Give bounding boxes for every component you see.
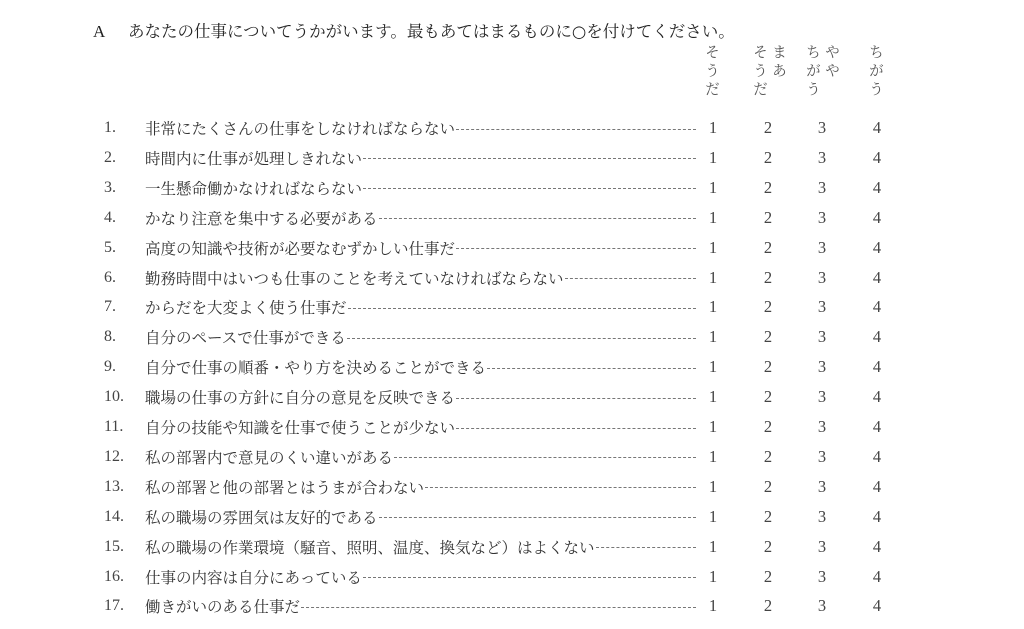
- header-maa-sou-da: [753, 44, 789, 100]
- scale-option-3[interactable]: 3: [817, 118, 827, 137]
- header-text: そうだ: [751, 44, 769, 100]
- question-number: 11.: [104, 418, 124, 435]
- scale-option-4[interactable]: 4: [872, 596, 882, 616]
- question-label-wrap: [145, 356, 696, 378]
- dashed-leader: [456, 129, 696, 130]
- scale-option-3[interactable]: 3: [817, 536, 827, 556]
- scale-option-1[interactable]: 1: [708, 267, 718, 287]
- question-label-wrap: [145, 267, 696, 289]
- question-label-wrap: [145, 416, 696, 438]
- scale-option-2[interactable]: 2: [763, 476, 773, 496]
- question-row: [0, 113, 1024, 143]
- scale-option-4[interactable]: 4: [872, 536, 882, 556]
- scale-option-1[interactable]: 1: [708, 536, 718, 556]
- scale-option-2[interactable]: 2: [763, 446, 773, 466]
- scale-option-3[interactable]: 3: [817, 297, 827, 317]
- question-number: 14.: [104, 507, 124, 525]
- question-label-wrap: [145, 595, 696, 617]
- question-text: 非常にたくさんの仕事をしなければならない: [145, 120, 456, 138]
- scale-option-3[interactable]: 3: [817, 387, 827, 407]
- question-row: [0, 412, 1024, 442]
- dashed-leader: [565, 278, 696, 279]
- scale-option-3[interactable]: 3: [817, 237, 827, 257]
- question-label-wrap: [145, 506, 696, 528]
- scale-option-3[interactable]: 3: [817, 446, 827, 466]
- question-number: 3.: [104, 178, 116, 196]
- scale-option-4[interactable]: 4: [872, 118, 882, 137]
- scale-option-2[interactable]: 2: [763, 327, 773, 347]
- dashed-leader: [363, 188, 696, 189]
- dashed-leader: [363, 158, 696, 159]
- scale-option-4[interactable]: 4: [872, 297, 882, 317]
- section-letter: A: [93, 22, 106, 41]
- question-number: 1.: [104, 119, 116, 136]
- scale-option-4[interactable]: 4: [872, 357, 882, 377]
- header-column: [705, 44, 722, 100]
- question-number: 6.: [104, 268, 116, 286]
- scale-option-3[interactable]: 3: [817, 476, 827, 496]
- scale-option-1[interactable]: 1: [708, 327, 718, 347]
- question-row: [0, 233, 1024, 263]
- dashed-leader: [487, 368, 696, 369]
- question-label-wrap: [145, 117, 696, 139]
- scale-option-1[interactable]: 1: [708, 357, 718, 377]
- header-yaya-chigau: [806, 44, 842, 100]
- scale-option-4[interactable]: 4: [872, 177, 882, 197]
- question-label-wrap: [145, 566, 696, 588]
- scale-option-2[interactable]: 2: [763, 566, 773, 586]
- scale-option-3[interactable]: 3: [817, 177, 827, 197]
- scale-option-2[interactable]: 2: [763, 118, 773, 137]
- scale-option-1[interactable]: 1: [708, 566, 718, 586]
- question-label-wrap: [145, 177, 696, 199]
- scale-option-4[interactable]: 4: [872, 327, 882, 347]
- scale-option-2[interactable]: 2: [763, 417, 773, 436]
- question-number: 17.: [104, 597, 124, 615]
- scale-option-1[interactable]: 1: [708, 387, 718, 407]
- dashed-leader: [456, 398, 696, 399]
- dashed-leader: [394, 457, 696, 458]
- scale-option-2[interactable]: 2: [763, 387, 773, 407]
- scale-option-4[interactable]: 4: [872, 237, 882, 257]
- scale-option-2[interactable]: 2: [763, 357, 773, 377]
- question-row: [0, 173, 1024, 203]
- scale-option-3[interactable]: 3: [817, 417, 827, 436]
- scale-option-1[interactable]: 1: [708, 476, 718, 496]
- question-row: [0, 352, 1024, 382]
- dashed-leader: [347, 338, 696, 339]
- scale-option-3[interactable]: 3: [817, 207, 827, 227]
- scale-option-1[interactable]: 1: [708, 297, 718, 317]
- question-row: [0, 472, 1024, 502]
- question-label-wrap: [145, 296, 696, 318]
- question-text: 一生懸命働かなければならない: [145, 179, 363, 198]
- instruction-text: あなたの仕事についてうかがいます。最もあてはまるものに○を付けてください。: [128, 22, 735, 41]
- dashed-leader: [456, 428, 696, 429]
- question-label-wrap: [145, 386, 696, 408]
- dashed-leader: [596, 547, 696, 548]
- question-text: かなり注意を集中する必要がある: [145, 209, 378, 228]
- scale-option-2[interactable]: 2: [763, 207, 773, 227]
- question-label-wrap: [145, 147, 696, 169]
- question-number: 16.: [104, 567, 124, 585]
- header-text: ちがう: [867, 44, 885, 100]
- scale-option-3[interactable]: 3: [817, 147, 827, 167]
- scale-option-4[interactable]: 4: [872, 417, 882, 436]
- scale-headers: [0, 44, 1024, 114]
- scale-option-4[interactable]: 4: [872, 207, 882, 227]
- scale-option-2[interactable]: 2: [763, 506, 773, 526]
- dashed-leader: [363, 577, 696, 578]
- question-row: [0, 382, 1024, 412]
- scale-option-4[interactable]: 4: [872, 566, 882, 586]
- question-number: 12.: [104, 447, 124, 465]
- scale-option-3[interactable]: 3: [817, 327, 827, 347]
- question-text: からだを大変よく使う仕事だ: [145, 299, 347, 318]
- question-text: 働きがいのある仕事だ: [145, 598, 301, 617]
- question-label-wrap: [145, 536, 696, 558]
- scale-option-2[interactable]: 2: [763, 536, 773, 556]
- question-text: 高度の知識や技術が必要なむずかしい仕事だ: [145, 239, 456, 258]
- question-text: 自分のペースで仕事ができる: [145, 329, 346, 348]
- section-title: [93, 18, 735, 42]
- scale-option-4[interactable]: 4: [872, 446, 882, 466]
- question-label-wrap: [145, 446, 696, 468]
- scale-option-2[interactable]: 2: [763, 596, 773, 616]
- header-sou-da: [705, 44, 722, 100]
- question-text: 私の職場の雰囲気は友好的である: [145, 508, 378, 527]
- question-number: 7.: [104, 298, 116, 316]
- question-number: 15.: [104, 537, 124, 555]
- question-label-wrap: [145, 476, 696, 498]
- scale-option-4[interactable]: 4: [872, 387, 882, 407]
- question-number: 8.: [104, 328, 116, 346]
- scale-option-1[interactable]: 1: [708, 417, 718, 436]
- question-text: 私の部署と他の部署とはうまが合わない: [145, 478, 425, 497]
- scale-option-1[interactable]: 1: [708, 596, 718, 616]
- scale-option-1[interactable]: 1: [708, 506, 718, 526]
- question-text: 時間内に仕事が処理しきれない: [145, 149, 363, 168]
- question-label-wrap: [145, 326, 696, 348]
- scale-option-4[interactable]: 4: [872, 147, 882, 167]
- question-number: 4.: [104, 208, 116, 226]
- question-text: 職場の仕事の方針に自分の意見を反映できる: [145, 389, 456, 408]
- question-number: 10.: [104, 388, 124, 406]
- scale-option-1[interactable]: 1: [708, 207, 718, 227]
- scale-option-4[interactable]: 4: [872, 476, 882, 496]
- header-column: [825, 44, 842, 100]
- scale-option-1[interactable]: 1: [708, 237, 718, 257]
- dashed-leader: [379, 218, 696, 219]
- scale-option-1[interactable]: 1: [708, 118, 718, 137]
- question-row: [0, 263, 1024, 293]
- header-chigau: [869, 44, 886, 100]
- scale-option-3[interactable]: 3: [817, 357, 827, 377]
- question-number: 9.: [104, 358, 116, 376]
- question-label-wrap: [145, 207, 696, 229]
- scale-option-2[interactable]: 2: [763, 297, 773, 317]
- header-column: [806, 44, 823, 100]
- scale-option-1[interactable]: 1: [708, 147, 718, 167]
- scale-option-2[interactable]: 2: [763, 177, 773, 197]
- question-row: [0, 143, 1024, 173]
- scale-option-4[interactable]: 4: [872, 506, 882, 526]
- dashed-leader: [348, 308, 696, 309]
- question-row: [0, 591, 1024, 621]
- question-text: 自分の技能や知識を仕事で使うことが少ない: [145, 419, 456, 437]
- scale-option-4[interactable]: 4: [872, 267, 882, 287]
- header-text: そうだ: [703, 44, 721, 100]
- question-row: [0, 292, 1024, 322]
- question-text: 仕事の内容は自分にあっている: [145, 568, 362, 587]
- question-row: [0, 502, 1024, 532]
- dashed-leader: [301, 607, 696, 608]
- header-text: まあ: [770, 44, 788, 81]
- question-number: 5.: [104, 238, 116, 256]
- question-text: 自分で仕事の順番・やり方を決めることができる: [145, 359, 487, 378]
- dashed-leader: [379, 517, 696, 518]
- scale-option-3[interactable]: 3: [817, 267, 827, 287]
- question-row: [0, 322, 1024, 352]
- scale-option-2[interactable]: 2: [763, 237, 773, 257]
- scale-option-3[interactable]: 3: [817, 566, 827, 586]
- dashed-leader: [425, 487, 696, 488]
- scale-option-2[interactable]: 2: [763, 147, 773, 167]
- scale-option-3[interactable]: 3: [817, 596, 827, 616]
- question-row: [0, 532, 1024, 562]
- scale-option-3[interactable]: 3: [817, 506, 827, 526]
- dashed-leader: [456, 248, 696, 249]
- question-row: [0, 442, 1024, 472]
- header-column: [753, 44, 770, 100]
- header-text: やや: [823, 44, 841, 81]
- question-label-wrap: [145, 237, 696, 259]
- question-text: 私の部署内で意見のくい違いがある: [145, 448, 394, 467]
- question-number: 2.: [104, 148, 116, 166]
- question-text: 私の職場の作業環境（騒音、照明、温度、換気など）はよくない: [145, 538, 595, 557]
- question-row: [0, 562, 1024, 592]
- scale-option-1[interactable]: 1: [708, 446, 718, 466]
- question-row: [0, 203, 1024, 233]
- scale-option-2[interactable]: 2: [763, 267, 773, 287]
- header-column: [772, 44, 789, 100]
- scale-option-1[interactable]: 1: [708, 177, 718, 197]
- header-column: [869, 44, 886, 100]
- question-text: 勤務時間中はいつも仕事のことを考えていなければならない: [145, 269, 564, 288]
- question-number: 13.: [104, 477, 124, 495]
- header-text: ちがう: [804, 44, 822, 100]
